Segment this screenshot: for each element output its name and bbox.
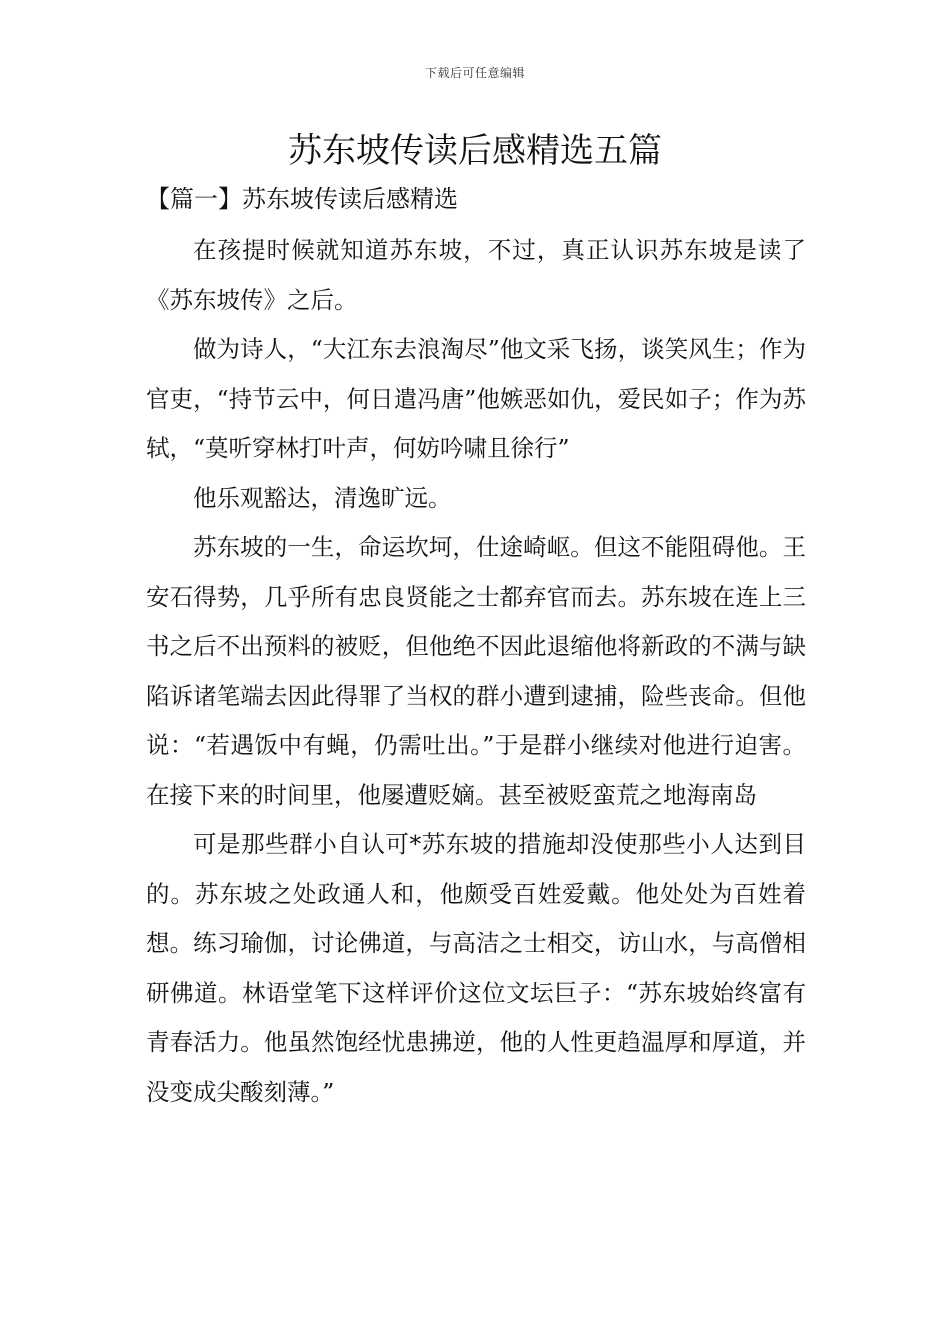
paragraph: 他乐观豁达，清逸旷远。 (193, 483, 452, 512)
paragraph: 可是那些群小自认可*苏东坡的措施却没使那些小人达到目的。苏东坡之处政通人和，他颇受百姓爱戴。他处处为百姓着想。练习瑜伽，讨论佛道，与高洁之士相交，访山水，与高僧相研佛道。林语堂笔下这样评价这位文坛巨子：“苏东坡始终富有青春活力。他虽然饱经忧患拂逆，他的人性更趋温厚和厚道，并没变成尖酸刻薄。” (146, 830, 806, 1106)
section-heading: 【篇一】苏东坡传读后感精选 (146, 185, 458, 213)
paragraph: 在孩提时候就知道苏东坡，不过，真正认识苏东坡是读了《苏东坡传》之后。 (146, 236, 806, 314)
paragraph: 苏东坡的一生，命运坎坷，仕途崎岖。但这不能阻碍他。王安石得势，几乎所有忠良贤能之士都弃官而去。苏东坡在连上三书之后不出预料的被贬，但他绝不因此退缩他将新政的不满与缺陷诉诸笔端去因此得罪了当权的群小遭到逮捕，险些丧命。但他说：“若遇饭中有蝇，仍需吐出。”于是群小继续对他进行迫害。在接下来的时间里，他屡遭贬嫡。甚至被贬蛮荒之地海南岛 (146, 533, 806, 809)
paragraph: 做为诗人，“大江东去浪淘尽”他文采飞扬，谈笑风生；作为官吏，“持节云中，何日遣冯唐”他嫉恶如仇，爱民如子；作为苏轼，“莫听穿林打叶声，何妨吟啸且徐行” (146, 335, 806, 462)
document-title: 苏东坡传读后感精选五篇 (288, 131, 662, 171)
document-body (146, 226, 806, 1117)
header-note: 下载后可任意编辑 (424, 66, 525, 80)
